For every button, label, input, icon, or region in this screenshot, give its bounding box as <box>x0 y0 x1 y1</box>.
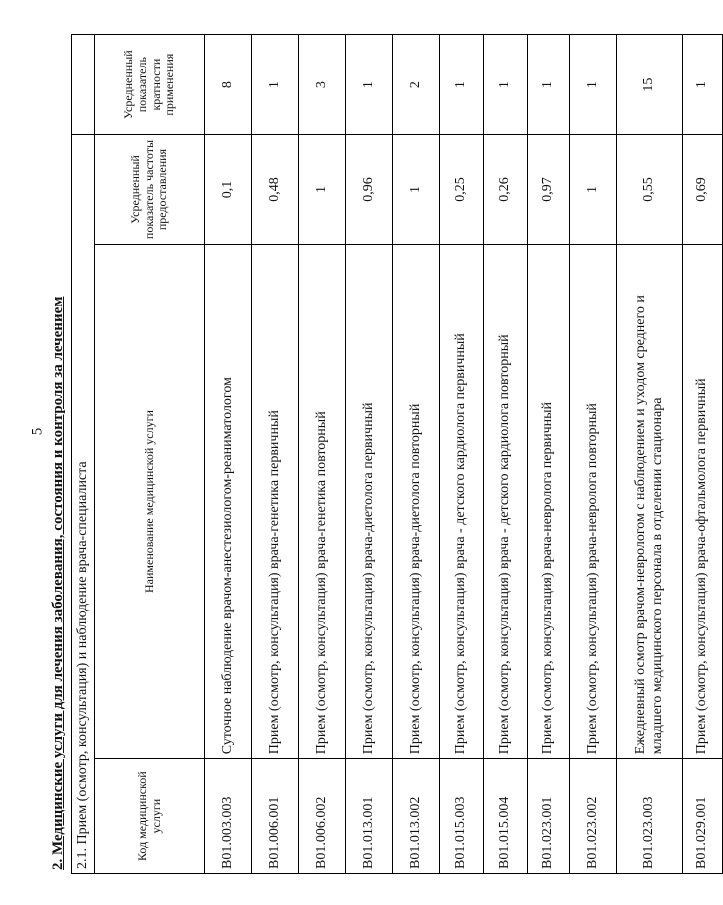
table-row <box>346 35 393 874</box>
header-multiplicity: Усредненный показатель кратности применения <box>95 35 205 135</box>
service-code: B01.023.002 <box>570 759 617 874</box>
multiplicity-value: 15 <box>617 35 683 135</box>
rotated-page-content <box>45 34 710 874</box>
header-row <box>95 35 205 874</box>
subsection-row <box>72 35 95 874</box>
frequency-value: 0,26 <box>484 135 528 245</box>
multiplicity-value: 1 <box>346 35 393 135</box>
frequency-value: 0,96 <box>346 135 393 245</box>
service-name: Прием (осмотр, консультация) врача-генетика первичный <box>252 244 299 758</box>
table-row <box>570 35 617 874</box>
frequency-value: 1 <box>299 135 346 245</box>
service-code: B01.003.003 <box>205 759 252 874</box>
subsection-title: 2.1. Прием (осмотр, консультация) и наблюдение врача-специалиста <box>72 135 95 874</box>
multiplicity-value: 1 <box>252 35 299 135</box>
header-frequency: Усредненный показатель частоты предоставления <box>95 135 205 245</box>
section-title: 2. Медицинские услуги для лечения заболевания, состояния и контроля за лечением <box>50 296 66 870</box>
service-code: B01.023.003 <box>617 759 683 874</box>
service-code: B01.013.002 <box>393 759 440 874</box>
multiplicity-value: 1 <box>683 35 723 135</box>
service-name: Ежедневный осмотр врачом-неврологом с наблюдением и уходом среднего и младшего медицинского персонала в отделении стационара <box>617 244 683 758</box>
service-code: B01.015.004 <box>484 759 528 874</box>
services-table <box>71 34 723 874</box>
service-code: B01.006.002 <box>299 759 346 874</box>
service-name: Прием (осмотр, консультация) врача-офтальмолога первичный <box>683 244 723 758</box>
service-name: Суточное наблюдение врачом-анестезиологом-реаниматологом <box>205 244 252 758</box>
frequency-value: 0,1 <box>205 135 252 245</box>
service-code: B01.029.001 <box>683 759 723 874</box>
frequency-value: 1 <box>570 135 617 245</box>
table-row <box>484 35 528 874</box>
table-row <box>205 35 252 874</box>
header-code: Код медицинской услуги <box>95 759 205 874</box>
service-name: Прием (осмотр, консультация) врача-генетика повторный <box>299 244 346 758</box>
table-row <box>299 35 346 874</box>
multiplicity-value: 1 <box>570 35 617 135</box>
service-name: Прием (осмотр, консультация) врача - детского кардиолога первичный <box>440 244 484 758</box>
service-name: Прием (осмотр, консультация) врача-диетолога повторный <box>393 244 440 758</box>
table-row <box>617 35 683 874</box>
multiplicity-value: 1 <box>440 35 484 135</box>
table-row <box>440 35 484 874</box>
table-row <box>528 35 570 874</box>
table-row <box>393 35 440 874</box>
multiplicity-value: 3 <box>299 35 346 135</box>
frequency-value: 0,55 <box>617 135 683 245</box>
service-name: Прием (осмотр, консультация) врача-невролога первичный <box>528 244 570 758</box>
service-code: B01.006.001 <box>252 759 299 874</box>
multiplicity-value: 2 <box>393 35 440 135</box>
subsection-empty-cell <box>72 35 95 135</box>
service-code: B01.015.003 <box>440 759 484 874</box>
frequency-value: 0,69 <box>683 135 723 245</box>
table-row <box>252 35 299 874</box>
multiplicity-value: 1 <box>484 35 528 135</box>
table-row <box>683 35 723 874</box>
multiplicity-value: 8 <box>205 35 252 135</box>
frequency-value: 1 <box>393 135 440 245</box>
multiplicity-value: 1 <box>528 35 570 135</box>
header-name: Наименование медицинской услуги <box>95 244 205 758</box>
service-name: Прием (осмотр, консультация) врача - детского кардиолога повторный <box>484 244 528 758</box>
page-number: 5 <box>29 427 46 436</box>
table-body <box>205 35 723 874</box>
frequency-value: 0,97 <box>528 135 570 245</box>
frequency-value: 0,25 <box>440 135 484 245</box>
service-code: B01.013.001 <box>346 759 393 874</box>
service-code: B01.023.001 <box>528 759 570 874</box>
frequency-value: 0,48 <box>252 135 299 245</box>
service-name: Прием (осмотр, консультация) врача-диетолога первичный <box>346 244 393 758</box>
service-name: Прием (осмотр, консультация) врача-невролога повторный <box>570 244 617 758</box>
